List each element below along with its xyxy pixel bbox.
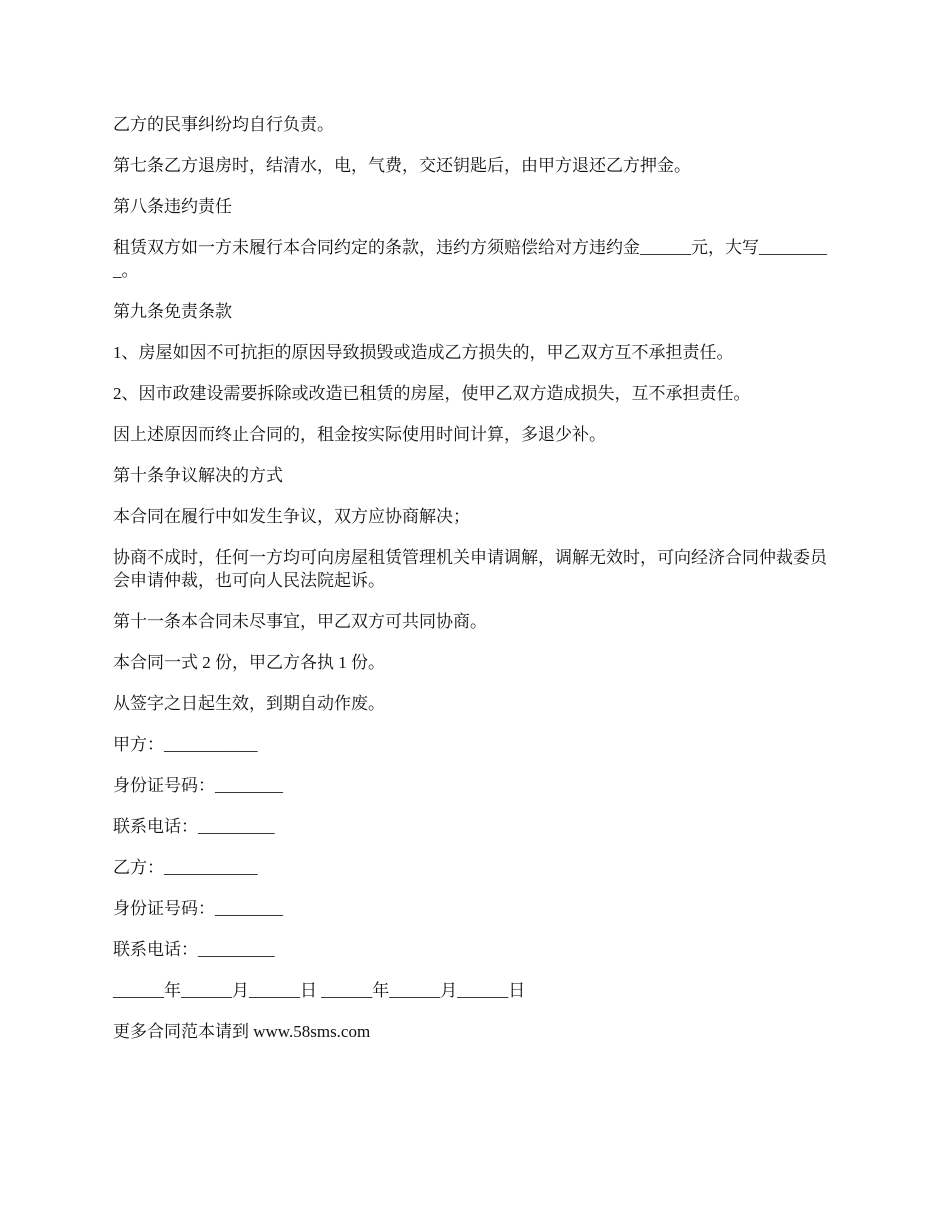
date-lines: ______年______月______日 ______年______月______日 [113,981,526,1000]
clause-8-heading: 第八条违约责任 [113,197,232,216]
party-b-line: 乙方：___________ [113,858,258,877]
party-b-phone-line: 联系电话：_________ [113,940,275,959]
clause-7: 第七条乙方退房时，结清水，电，气费，交还钥匙后，由甲方退还乙方押金。 [113,156,691,175]
party-a-line: 甲方：___________ [113,735,258,754]
termination-rent-text: 因上述原因而终止合同的，租金按实际使用时间计算，多退少补。 [113,425,606,444]
paragraph-1: 乙方的民事纠纷均自行负责。 [113,115,334,134]
clause-10-heading: 第十条争议解决的方式 [113,466,283,485]
party-b-id-line: 身份证号码：________ [113,899,283,918]
footer-link-text: 更多合同范本请到 www.58sms.com [113,1022,371,1041]
clause-9-heading: 第九条免责条款 [113,302,232,321]
party-a-id-line: 身份证号码：________ [113,776,283,795]
clause-11: 第十一条本合同未尽事宜，甲乙双方可共同协商。 [113,612,487,631]
penalty-text: 租赁双方如一方未履行本合同约定的条款，违约方须赔偿给对方违约金______元，大写_________。 [113,238,827,280]
exemption-item-1: 1、房屋如因不可抗拒的原因导致损毁或造成乙方损失的，甲乙双方互不承担责任。 [113,343,734,362]
exemption-item-2: 2、因市政建设需要拆除或改造已租赁的房屋，使甲乙双方造成损失，互不承担责任。 [113,384,751,403]
effective-text: 从签字之日起生效，到期自动作废。 [113,694,385,713]
copies-text: 本合同一式 2 份，甲乙方各执 1 份。 [113,653,385,672]
dispute-text-2: 协商不成时，任何一方均可向房屋租赁管理机关申请调解，调解无效时，可向经济合同仲裁委员会申请仲裁，也可向人民法院起诉。 [113,548,827,590]
dispute-text-1: 本合同在履行中如发生争议，双方应协商解决； [113,507,470,526]
party-a-phone-line: 联系电话：_________ [113,817,275,836]
contract-page [113,113,841,1061]
